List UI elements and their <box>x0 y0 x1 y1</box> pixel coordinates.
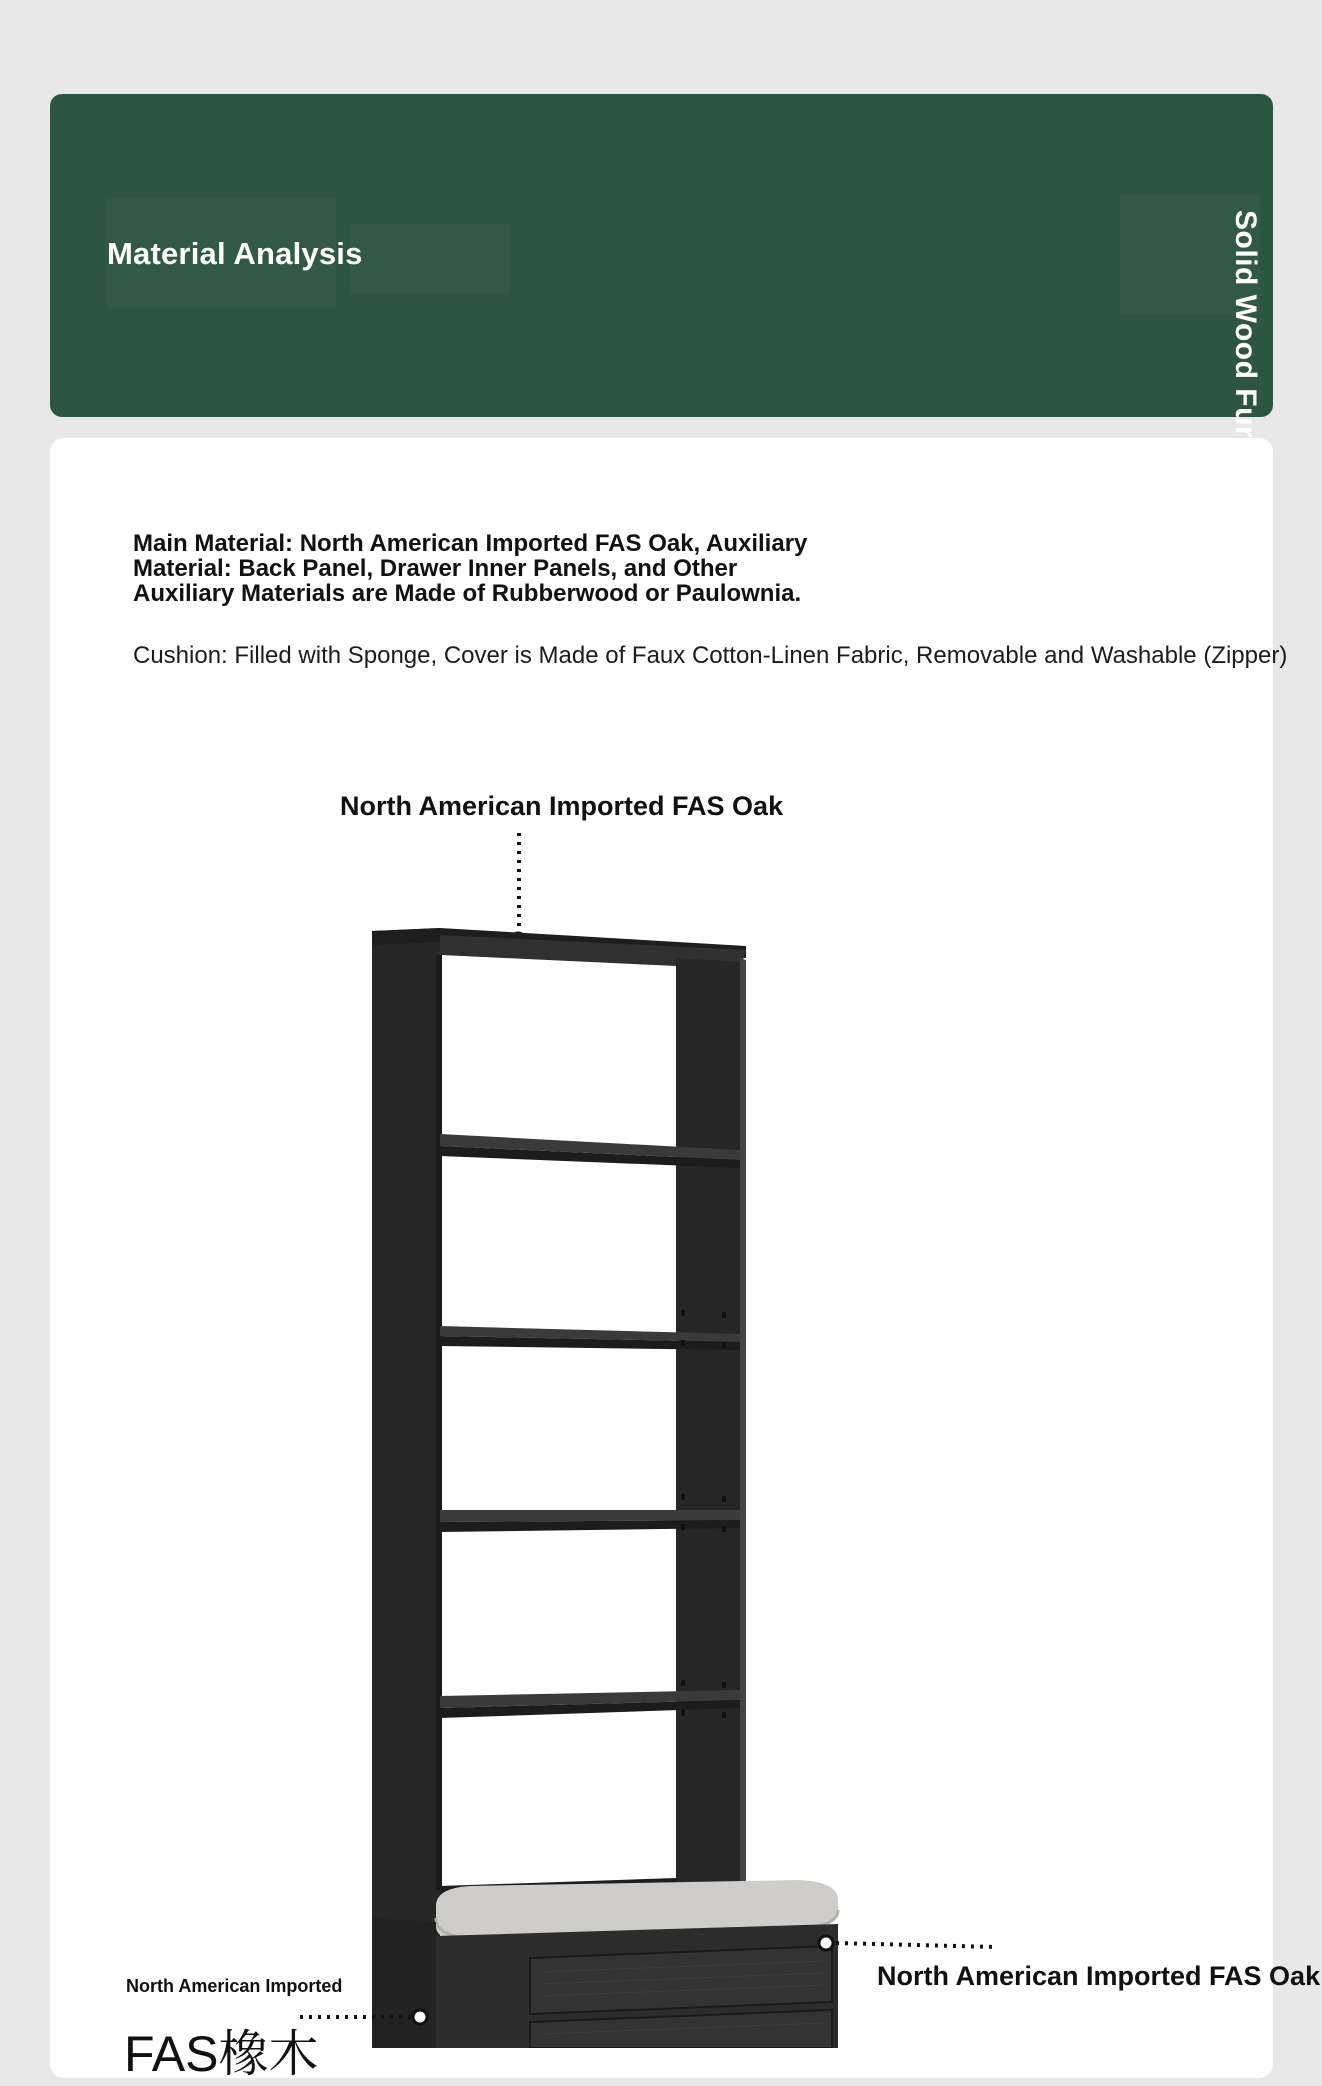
callout-right-label: North American Imported FAS Oak <box>877 1961 1321 1991</box>
main-material-text: Main Material: North American Imported FAS Oak, Auxiliary Material: Back Panel, Drawer Inner Panels, and Other Auxiliary Materials are Made of Rubberwood or Paulownia. <box>133 530 808 607</box>
page-title: Material Analysis <box>107 236 363 271</box>
side-tag: Solid Wood Furniture <box>1229 210 1262 525</box>
banner-watermark <box>350 224 510 294</box>
callout-top-label: North American Imported FAS Oak <box>340 791 784 821</box>
content-card <box>50 438 1273 2078</box>
callout-left-large-label: FAS橡木 <box>124 2026 319 2082</box>
header-banner <box>50 94 1273 417</box>
cushion-text: Cushion: Filled with Sponge, Cover is Made of Faux Cotton-Linen Fabric, Removable and Washable (Zipper) <box>133 642 1288 669</box>
callout-left-label: North American Imported <box>126 1976 343 1996</box>
